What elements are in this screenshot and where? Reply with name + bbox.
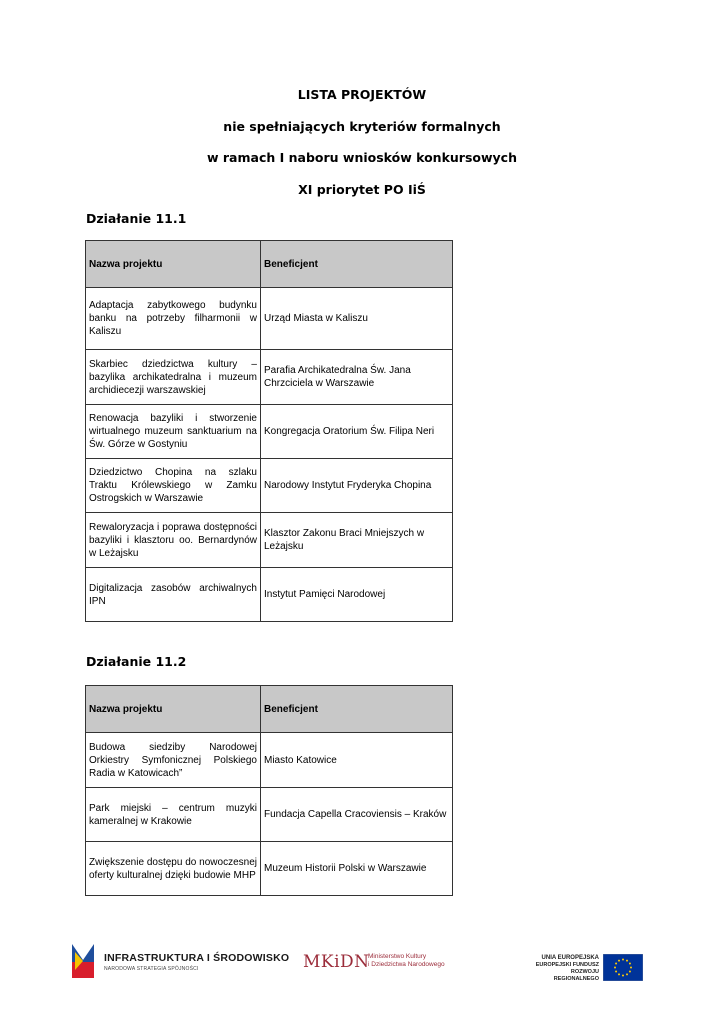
eu-line-1: UNIA EUROPEJSKA <box>541 955 599 961</box>
table-row <box>86 405 453 459</box>
eu-star-icon <box>630 967 632 969</box>
eu-logo-text <box>525 955 599 983</box>
table-row <box>86 788 453 842</box>
infrastruktura-subtitle: NARODOWA STRATEGIA SPÓJNOŚCI <box>104 966 199 972</box>
section-heading-11-1: Działanie 11.1 <box>86 211 187 226</box>
projects-table-11-1 <box>85 240 453 622</box>
eu-star-icon <box>622 975 624 977</box>
beneficiary-cell: Kongregacja Oratorium Św. Filipa Neri <box>261 405 453 459</box>
table-row <box>86 568 453 622</box>
title-line-1: LISTA PROJEKTÓW <box>297 87 427 102</box>
table-row <box>86 459 453 513</box>
beneficiary-cell: Muzeum Historii Polski w Warszawie <box>261 842 453 896</box>
eu-line-2: EUROPEJSKI FUNDUSZ <box>535 962 599 968</box>
project-name-cell: Budowa siedziby Narodowej Orkiestry Symfonicznej Polskiego Radia w Katowicach” <box>86 733 261 788</box>
infrastruktura-flag-icon <box>70 942 96 980</box>
project-name-cell: Adaptacja zabytkowego budynku banku na potrzeby filharmonii w Kaliszu <box>86 288 261 350</box>
eu-star-icon <box>626 960 628 962</box>
eu-star-icon <box>615 971 617 973</box>
eu-star-icon <box>629 963 631 965</box>
column-header-beneficiary: Beneficjent <box>261 686 453 733</box>
mkidn-ministry-name <box>368 953 445 969</box>
project-name-cell: Rewaloryzacja i poprawa dostępności bazyliki i klasztoru oo. Bernardynów w Leżajsku <box>86 513 261 568</box>
infrastruktura-logo <box>70 942 290 982</box>
table-row <box>86 288 453 350</box>
table-row <box>86 733 453 788</box>
eu-flag-icon <box>603 954 643 981</box>
project-name-cell: Renowacja bazyliki i stworzenie wirtualnego muzeum sanktuarium na Św. Górze w Gostyniu <box>86 405 261 459</box>
column-header-project-name: Nazwa projektu <box>86 241 261 288</box>
beneficiary-cell: Fundacja Capella Cracoviensis – Kraków <box>261 788 453 842</box>
title-line-2: nie spełniających kryteriów formalnych <box>223 119 501 134</box>
eu-star-icon <box>615 963 617 965</box>
table-row <box>86 513 453 568</box>
table-header-row <box>86 241 453 288</box>
project-name-cell: Dziedzictwo Chopina na szlaku Traktu Królewskiego w Zamku Ostrogskich w Warszawie <box>86 459 261 513</box>
eu-star-icon <box>614 967 616 969</box>
eu-logo <box>525 948 650 988</box>
table-row <box>86 350 453 405</box>
project-name-cell: Digitalizacja zasobów archiwalnych IPN <box>86 568 261 622</box>
beneficiary-cell: Instytut Pamięci Narodowej <box>261 568 453 622</box>
beneficiary-cell: Narodowy Instytut Fryderyka Chopina <box>261 459 453 513</box>
beneficiary-cell: Klasztor Zakonu Braci Mniejszych w Leżajsku <box>261 513 453 568</box>
eu-star-icon <box>618 973 620 975</box>
mkidn-logo <box>300 950 450 978</box>
eu-star-icon <box>629 971 631 973</box>
beneficiary-cell: Urząd Miasta w Kaliszu <box>261 288 453 350</box>
column-header-beneficiary: Beneficjent <box>261 241 453 288</box>
mkidn-line-2: i Dziedzictwa Narodowego <box>368 961 445 968</box>
table-row <box>86 842 453 896</box>
table-header-row <box>86 686 453 733</box>
section-heading-11-2: Działanie 11.2 <box>86 654 187 669</box>
mkidn-mark: MKiDN <box>303 952 370 972</box>
projects-table-11-2 <box>85 685 453 896</box>
project-name-cell: Park miejski – centrum muzyki kameralnej w Krakowie <box>86 788 261 842</box>
title-line-4: XI priorytet PO IiŚ <box>298 182 426 197</box>
column-header-project-name: Nazwa projektu <box>86 686 261 733</box>
eu-star-icon <box>626 973 628 975</box>
beneficiary-cell: Miasto Katowice <box>261 733 453 788</box>
title-line-3: w ramach I naboru wniosków konkursowych <box>206 150 517 165</box>
eu-star-icon <box>618 960 620 962</box>
beneficiary-cell: Parafia Archikatedralna Św. Jana Chrzciciela w Warszawie <box>261 350 453 405</box>
eu-line-3: ROZWOJU REGIONALNEGO <box>553 969 599 982</box>
project-name-cell: Zwiększenie dostępu do nowoczesnej oferty kulturalnej dzięki budowie MHP <box>86 842 261 896</box>
infrastruktura-name: INFRASTRUKTURA I ŚRODOWISKO <box>104 952 290 964</box>
project-name-cell: Skarbiec dziedzictwa kultury – bazylika archikatedralna i muzeum archidiecezji warszawskiej <box>86 350 261 405</box>
mkidn-line-1: Ministerstwo Kultury <box>368 953 427 960</box>
eu-star-icon <box>622 959 624 961</box>
